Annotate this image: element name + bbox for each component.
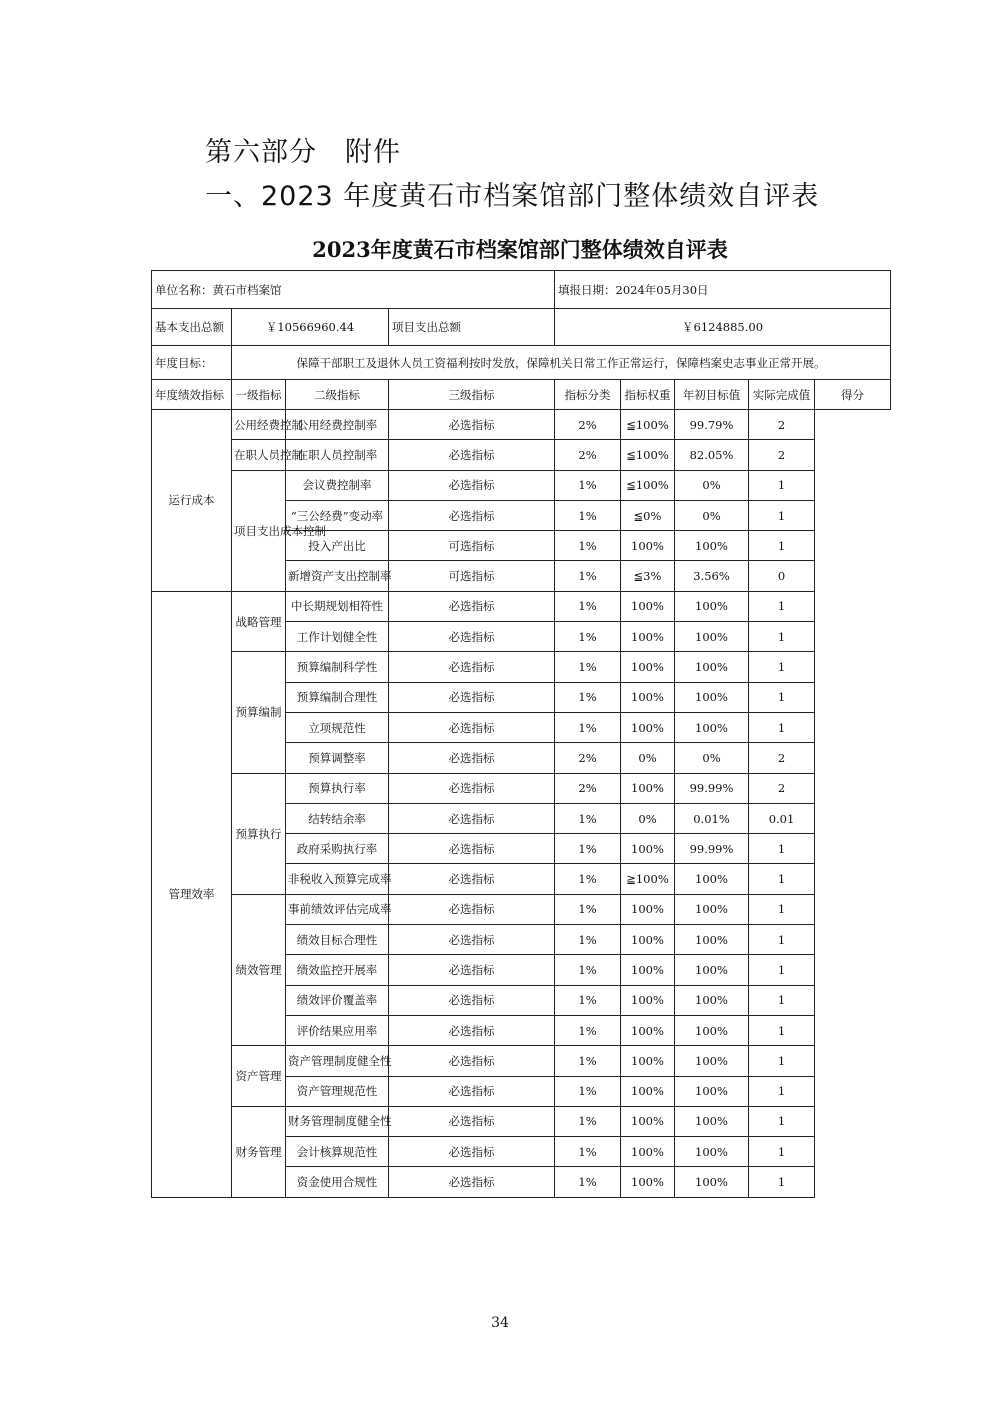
- level3-indicator: 绩效监控开展率: [286, 955, 389, 985]
- indicator-type: 必选指标: [389, 652, 555, 682]
- column-header: 指标分类: [555, 380, 621, 410]
- actual-value: 0%: [675, 743, 749, 773]
- score: 1: [749, 1046, 815, 1076]
- unit-name-cell: 单位名称：黄石市档案馆: [152, 271, 555, 309]
- score: 1: [749, 1106, 815, 1136]
- actual-value: 100%: [675, 682, 749, 712]
- indicator-weight: 1%: [555, 591, 621, 621]
- actual-value: 100%: [675, 1167, 749, 1197]
- table-row: [152, 1046, 891, 1076]
- level3-indicator: 财务管理制度健全性: [286, 1106, 389, 1136]
- column-header: 二级指标: [286, 380, 389, 410]
- indicator-type: 必选指标: [389, 773, 555, 803]
- level3-indicator: 在职人员控制率: [286, 440, 389, 470]
- level3-indicator: 预算执行率: [286, 773, 389, 803]
- score: 1: [749, 712, 815, 742]
- indicator-weight: 1%: [555, 561, 621, 591]
- level3-indicator: 绩效目标合理性: [286, 925, 389, 955]
- indicator-type: 必选指标: [389, 803, 555, 833]
- indicator-type: 必选指标: [389, 470, 555, 500]
- target-value: 100%: [621, 682, 675, 712]
- level3-indicator: 工作计划健全性: [286, 622, 389, 652]
- indicator-type: 必选指标: [389, 1046, 555, 1076]
- target-value: 100%: [621, 1015, 675, 1045]
- actual-value: 100%: [675, 1015, 749, 1045]
- actual-value: 100%: [675, 652, 749, 682]
- indicator-type: 必选指标: [389, 1076, 555, 1106]
- level3-indicator: 预算编制合理性: [286, 682, 389, 712]
- table-row: [152, 1106, 891, 1136]
- level3-indicator: 评价结果应用率: [286, 1015, 389, 1045]
- actual-value: 0%: [675, 500, 749, 530]
- target-value: 0%: [621, 803, 675, 833]
- score: 1: [749, 1076, 815, 1106]
- level3-indicator: 预算调整率: [286, 743, 389, 773]
- indicator-weight: 1%: [555, 500, 621, 530]
- actual-value: 100%: [675, 894, 749, 924]
- target-value: ≦100%: [621, 470, 675, 500]
- score: 0.01: [749, 803, 815, 833]
- column-header: 实际完成值: [749, 380, 815, 410]
- table-row: [152, 410, 891, 440]
- indicator-weight: 1%: [555, 864, 621, 894]
- basic-expense-value: ￥10566960.44: [232, 309, 389, 346]
- score: 1: [749, 925, 815, 955]
- indicator-type: 必选指标: [389, 864, 555, 894]
- level3-indicator: 资金使用合规性: [286, 1167, 389, 1197]
- indicator-weight: 1%: [555, 1106, 621, 1136]
- score: 2: [749, 743, 815, 773]
- indicator-weight: 2%: [555, 410, 621, 440]
- score: 1: [749, 531, 815, 561]
- indicator-weight: 1%: [555, 1076, 621, 1106]
- section-subheading: 一、2023 年度黄石市档案馆部门整体绩效自评表: [205, 181, 820, 212]
- indicator-weight: 2%: [555, 773, 621, 803]
- indicator-type: 必选指标: [389, 1106, 555, 1136]
- table-row: [152, 470, 891, 500]
- target-value: 100%: [621, 652, 675, 682]
- indicator-weight: 1%: [555, 803, 621, 833]
- score: 1: [749, 1015, 815, 1045]
- indicator-type: 可选指标: [389, 531, 555, 561]
- column-header: 一级指标: [232, 380, 286, 410]
- table-row: [152, 591, 891, 621]
- level3-indicator: 公用经费控制率: [286, 410, 389, 440]
- actual-value: 100%: [675, 591, 749, 621]
- target-value: 100%: [621, 1167, 675, 1197]
- score: 1: [749, 652, 815, 682]
- actual-value: 100%: [675, 985, 749, 1015]
- level2-indicator: 财务管理: [232, 1106, 286, 1197]
- level2-indicator: 预算执行: [232, 773, 286, 894]
- score: 1: [749, 894, 815, 924]
- indicator-weight: 2%: [555, 440, 621, 470]
- indicator-type: 必选指标: [389, 682, 555, 712]
- indicator-type: 必选指标: [389, 712, 555, 742]
- header-row: [152, 380, 891, 410]
- indicator-type: 必选指标: [389, 894, 555, 924]
- actual-value: 0.01%: [675, 803, 749, 833]
- indicator-weight: 1%: [555, 470, 621, 500]
- target-value: 100%: [621, 1137, 675, 1167]
- score: 1: [749, 864, 815, 894]
- target-value: 0%: [621, 743, 675, 773]
- score: 1: [749, 1167, 815, 1197]
- indicator-type: 必选指标: [389, 440, 555, 470]
- indicator-weight: 1%: [555, 622, 621, 652]
- level2-indicator: 资产管理: [232, 1046, 286, 1107]
- level3-indicator: 预算编制科学性: [286, 652, 389, 682]
- level3-indicator: 结转结余率: [286, 803, 389, 833]
- level3-indicator: 非税收入预算完成率: [286, 864, 389, 894]
- level2-indicator: 预算编制: [232, 652, 286, 773]
- table-row: [152, 440, 891, 470]
- target-value: ≧100%: [621, 864, 675, 894]
- indicator-weight: 1%: [555, 712, 621, 742]
- indicator-type: 必选指标: [389, 622, 555, 652]
- indicator-type: 必选指标: [389, 834, 555, 864]
- actual-value: 100%: [675, 1106, 749, 1136]
- level3-indicator: 事前绩效评估完成率: [286, 894, 389, 924]
- target-value: 100%: [621, 955, 675, 985]
- actual-value: 100%: [675, 1137, 749, 1167]
- indicator-type: 必选指标: [389, 955, 555, 985]
- actual-value: 99.99%: [675, 773, 749, 803]
- level3-indicator: 立项规范性: [286, 712, 389, 742]
- target-value: 100%: [621, 985, 675, 1015]
- indicator-weight: 1%: [555, 925, 621, 955]
- score: 2: [749, 440, 815, 470]
- indicator-weight: 1%: [555, 652, 621, 682]
- actual-value: 0%: [675, 470, 749, 500]
- level2-indicator: 公用经费控制: [232, 410, 286, 440]
- indicator-type: 可选指标: [389, 561, 555, 591]
- level2-indicator: 在职人员控制: [232, 440, 286, 470]
- level3-indicator: 政府采购执行率: [286, 834, 389, 864]
- indicator-weight: 1%: [555, 1137, 621, 1167]
- target-value: ≦100%: [621, 410, 675, 440]
- score: 1: [749, 985, 815, 1015]
- level3-indicator: 会计核算规范性: [286, 1137, 389, 1167]
- column-header: 三级指标: [389, 380, 555, 410]
- indicator-type: 必选指标: [389, 1167, 555, 1197]
- level3-indicator: 新增资产支出控制率: [286, 561, 389, 591]
- actual-value: 100%: [675, 955, 749, 985]
- indicator-weight: 1%: [555, 985, 621, 1015]
- column-header: 指标权重: [621, 380, 675, 410]
- score: 1: [749, 591, 815, 621]
- level3-indicator: “三公经费”变动率: [286, 500, 389, 530]
- column-header: 年初目标值: [675, 380, 749, 410]
- indicator-weight: 1%: [555, 1167, 621, 1197]
- indicator-type: 必选指标: [389, 1015, 555, 1045]
- actual-value: 100%: [675, 864, 749, 894]
- score: 1: [749, 682, 815, 712]
- indicator-type: 必选指标: [389, 925, 555, 955]
- score: 1: [749, 834, 815, 864]
- score: 2: [749, 773, 815, 803]
- project-expense-value: ￥6124885.00: [555, 309, 891, 346]
- level3-indicator: 绩效评价覆盖率: [286, 985, 389, 1015]
- indicator-type: 必选指标: [389, 743, 555, 773]
- level2-indicator: 战略管理: [232, 591, 286, 652]
- annual-performance-label: 年度绩效指标: [152, 380, 232, 410]
- actual-value: 100%: [675, 622, 749, 652]
- target-value: 100%: [621, 1046, 675, 1076]
- level2-indicator: 绩效管理: [232, 894, 286, 1045]
- target-value: 100%: [621, 1076, 675, 1106]
- target-value: 100%: [621, 894, 675, 924]
- score: 1: [749, 622, 815, 652]
- actual-value: 82.05%: [675, 440, 749, 470]
- indicator-type: 必选指标: [389, 985, 555, 1015]
- actual-value: 100%: [675, 925, 749, 955]
- indicator-type: 必选指标: [389, 500, 555, 530]
- actual-value: 100%: [675, 1046, 749, 1076]
- target-value: 100%: [621, 712, 675, 742]
- section-heading: 第六部分 附件: [205, 137, 401, 168]
- level3-indicator: 资产管理制度健全性: [286, 1046, 389, 1076]
- level3-indicator: 投入产出比: [286, 531, 389, 561]
- actual-value: 100%: [675, 531, 749, 561]
- score: 1: [749, 955, 815, 985]
- indicator-type: 必选指标: [389, 410, 555, 440]
- score: 1: [749, 500, 815, 530]
- level1-indicator: 管理效率: [152, 591, 232, 1197]
- target-value: ≦100%: [621, 440, 675, 470]
- actual-value: 3.56%: [675, 561, 749, 591]
- indicator-weight: 1%: [555, 834, 621, 864]
- score: 1: [749, 470, 815, 500]
- table-row: [152, 773, 891, 803]
- indicator-weight: 1%: [555, 1046, 621, 1076]
- indicator-weight: 1%: [555, 894, 621, 924]
- level3-indicator: 中长期规划相符性: [286, 591, 389, 621]
- indicator-weight: 1%: [555, 531, 621, 561]
- indicator-weight: 1%: [555, 682, 621, 712]
- annual-goal-text: 保障干部职工及退休人员工资福利按时发放，保障机关日常工作正常运行，保障档案史志事业正常开展。: [232, 346, 891, 380]
- basic-expense-label: 基本支出总额: [152, 309, 232, 346]
- annual-goal-label: 年度目标：: [152, 346, 232, 380]
- table-row: [152, 652, 891, 682]
- actual-value: 100%: [675, 712, 749, 742]
- target-value: 100%: [621, 591, 675, 621]
- indicator-weight: 1%: [555, 955, 621, 985]
- score: 2: [749, 410, 815, 440]
- target-value: ≦0%: [621, 500, 675, 530]
- level3-indicator: 资产管理规范性: [286, 1076, 389, 1106]
- fill-date-cell: 填报日期：2024年05月30日: [555, 271, 891, 309]
- project-expense-label: 项目支出总额: [389, 309, 555, 346]
- target-value: ≦3%: [621, 561, 675, 591]
- column-header: 得分: [815, 380, 891, 410]
- indicator-type: 必选指标: [389, 1137, 555, 1167]
- indicator-weight: 1%: [555, 1015, 621, 1045]
- page-number: 34: [491, 1315, 509, 1331]
- level1-indicator: 运行成本: [152, 410, 232, 592]
- target-value: 100%: [621, 773, 675, 803]
- level2-indicator: 项目支出成本控制: [232, 470, 286, 591]
- score: 1: [749, 1137, 815, 1167]
- indicator-weight: 2%: [555, 743, 621, 773]
- target-value: 100%: [621, 622, 675, 652]
- actual-value: 100%: [675, 1076, 749, 1106]
- target-value: 100%: [621, 925, 675, 955]
- table-row: [152, 894, 891, 924]
- score: 0: [749, 561, 815, 591]
- target-value: 100%: [621, 834, 675, 864]
- indicator-type: 必选指标: [389, 591, 555, 621]
- target-value: 100%: [621, 1106, 675, 1136]
- level3-indicator: 会议费控制率: [286, 470, 389, 500]
- table-title: 2023年度黄石市档案馆部门整体绩效自评表: [312, 237, 728, 262]
- actual-value: 99.79%: [675, 410, 749, 440]
- evaluation-table: [151, 270, 891, 1198]
- actual-value: 99.99%: [675, 834, 749, 864]
- target-value: 100%: [621, 531, 675, 561]
